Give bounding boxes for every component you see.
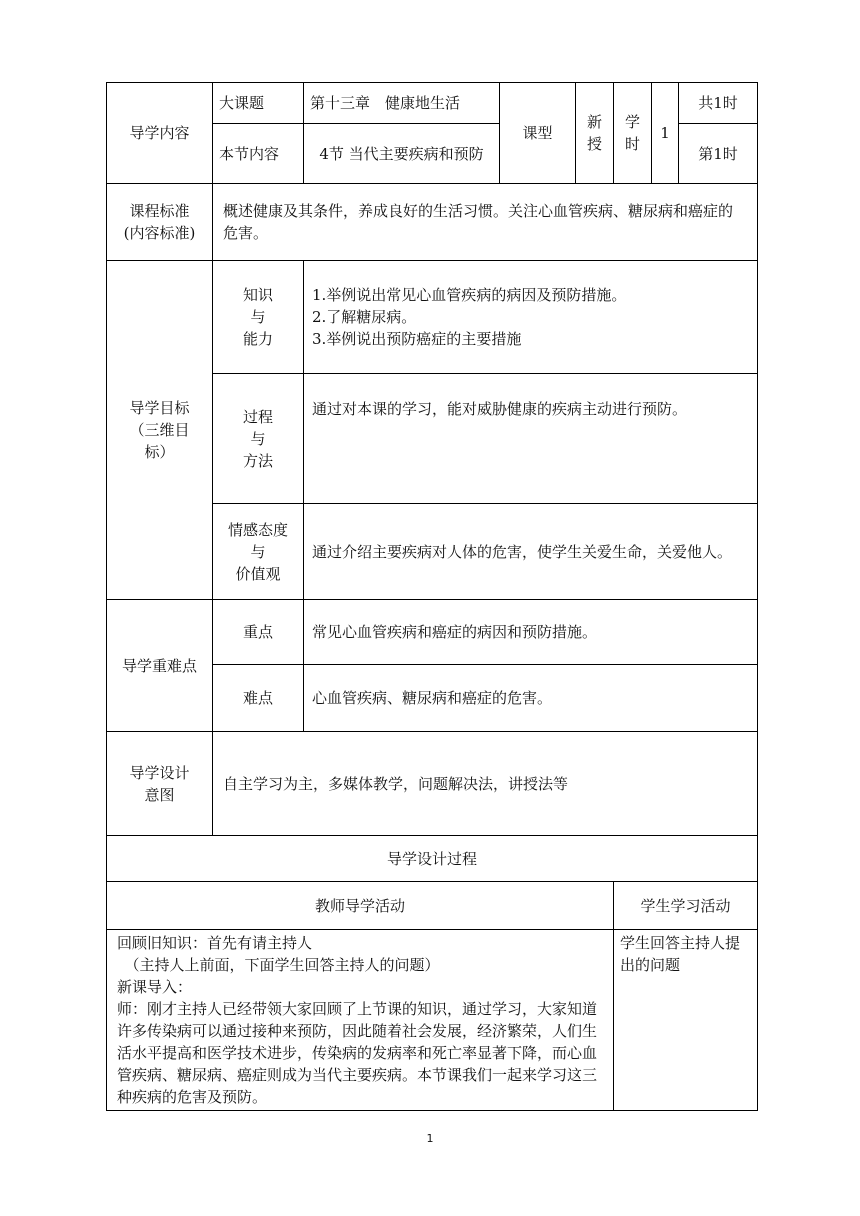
knowledge-item: 3.举例说出预防癌症的主要措施 xyxy=(312,330,522,348)
process-text: 通过对本课的学习，能对威胁健康的疾病主动进行预防。 xyxy=(304,374,758,504)
knowledge-list xyxy=(304,261,758,374)
hours-label: 学时 xyxy=(614,83,652,184)
header-row-1 xyxy=(107,83,758,124)
knowledge-label: 知识 与 能力 xyxy=(213,261,304,374)
big-topic-value: 第十三章 健康地生活 xyxy=(304,83,500,124)
key-text: 常见心血管疾病和癌症的病因和预防措施。 xyxy=(304,600,758,665)
curriculum-standard-label: 课程标准 (内容标准) xyxy=(107,184,213,261)
knowledge-item: 1.举例说出常见心血管疾病的病因及预防措施。 xyxy=(312,286,627,304)
student-activity-header: 学生学习活动 xyxy=(614,882,758,930)
objectives-label: 导学目标 （三维目 标） xyxy=(107,261,213,600)
page-number: 1 xyxy=(426,1132,434,1145)
design-intent-text: 自主学习为主，多媒体教学，问题解决法，讲授法等 xyxy=(213,732,758,836)
design-intent-row xyxy=(107,732,758,836)
course-type-label: 课型 xyxy=(500,83,576,184)
course-type-value: 新授 xyxy=(576,83,614,184)
hours-value: 1 xyxy=(652,83,679,184)
difficult-text: 心血管疾病、糖尿病和癌症的危害。 xyxy=(304,665,758,732)
section-value: 4节 当代主要疾病和预防 xyxy=(304,124,500,184)
guide-content-label: 导学内容 xyxy=(107,83,213,184)
difficult-label: 难点 xyxy=(213,665,304,732)
key-point-row xyxy=(107,600,758,665)
process-label: 过程 与 方法 xyxy=(213,374,304,504)
key-points-label: 导学重难点 xyxy=(107,600,213,732)
objective-knowledge-row xyxy=(107,261,758,374)
teacher-activity-header: 教师导学活动 xyxy=(107,882,614,930)
big-topic-label: 大课题 xyxy=(213,83,304,124)
activity-content-row xyxy=(107,930,758,1111)
lesson-plan-table xyxy=(106,82,758,1111)
emotion-label: 情感态度 与 价值观 xyxy=(213,504,304,600)
process-section-title: 导学设计过程 xyxy=(107,836,758,882)
curriculum-standard-row xyxy=(107,184,758,261)
teacher-activity-text: 回顾旧知识：首先有请主持人 （主持人上前面，下面学生回答主持人的问题） 新课导入： 师：刚才主持人已经带领大家回顾了上节课的知识，通过学习，大家知道许多传染病可以通过接种来预防，因此随着社会发展，经济繁荣，人们生活水平提高和医学技术进步，传染病的发病率和死亡率显著下降，而心血管疾病、糖尿病、癌症则成为当代主要疾病。本节课我们一起来学习这三种疾病的危害及预防。 xyxy=(107,930,614,1111)
student-activity-text: 学生回答主持人提出的问题 xyxy=(614,930,758,1111)
emotion-text: 通过介绍主要疾病对人体的危害，使学生关爱生命，关爱他人。 xyxy=(304,504,758,600)
total-hours: 共1时 xyxy=(679,83,758,124)
process-title-row xyxy=(107,836,758,882)
design-intent-label: 导学设计 意图 xyxy=(107,732,213,836)
activity-header-row xyxy=(107,882,758,930)
current-hour: 第1时 xyxy=(679,124,758,184)
knowledge-item: 2.了解糖尿病。 xyxy=(312,308,417,326)
section-label: 本节内容 xyxy=(213,124,304,184)
curriculum-standard-text: 概述健康及其条件，养成良好的生活习惯。关注心血管疾病、糖尿病和癌症的危害。 xyxy=(213,184,758,261)
key-label: 重点 xyxy=(213,600,304,665)
